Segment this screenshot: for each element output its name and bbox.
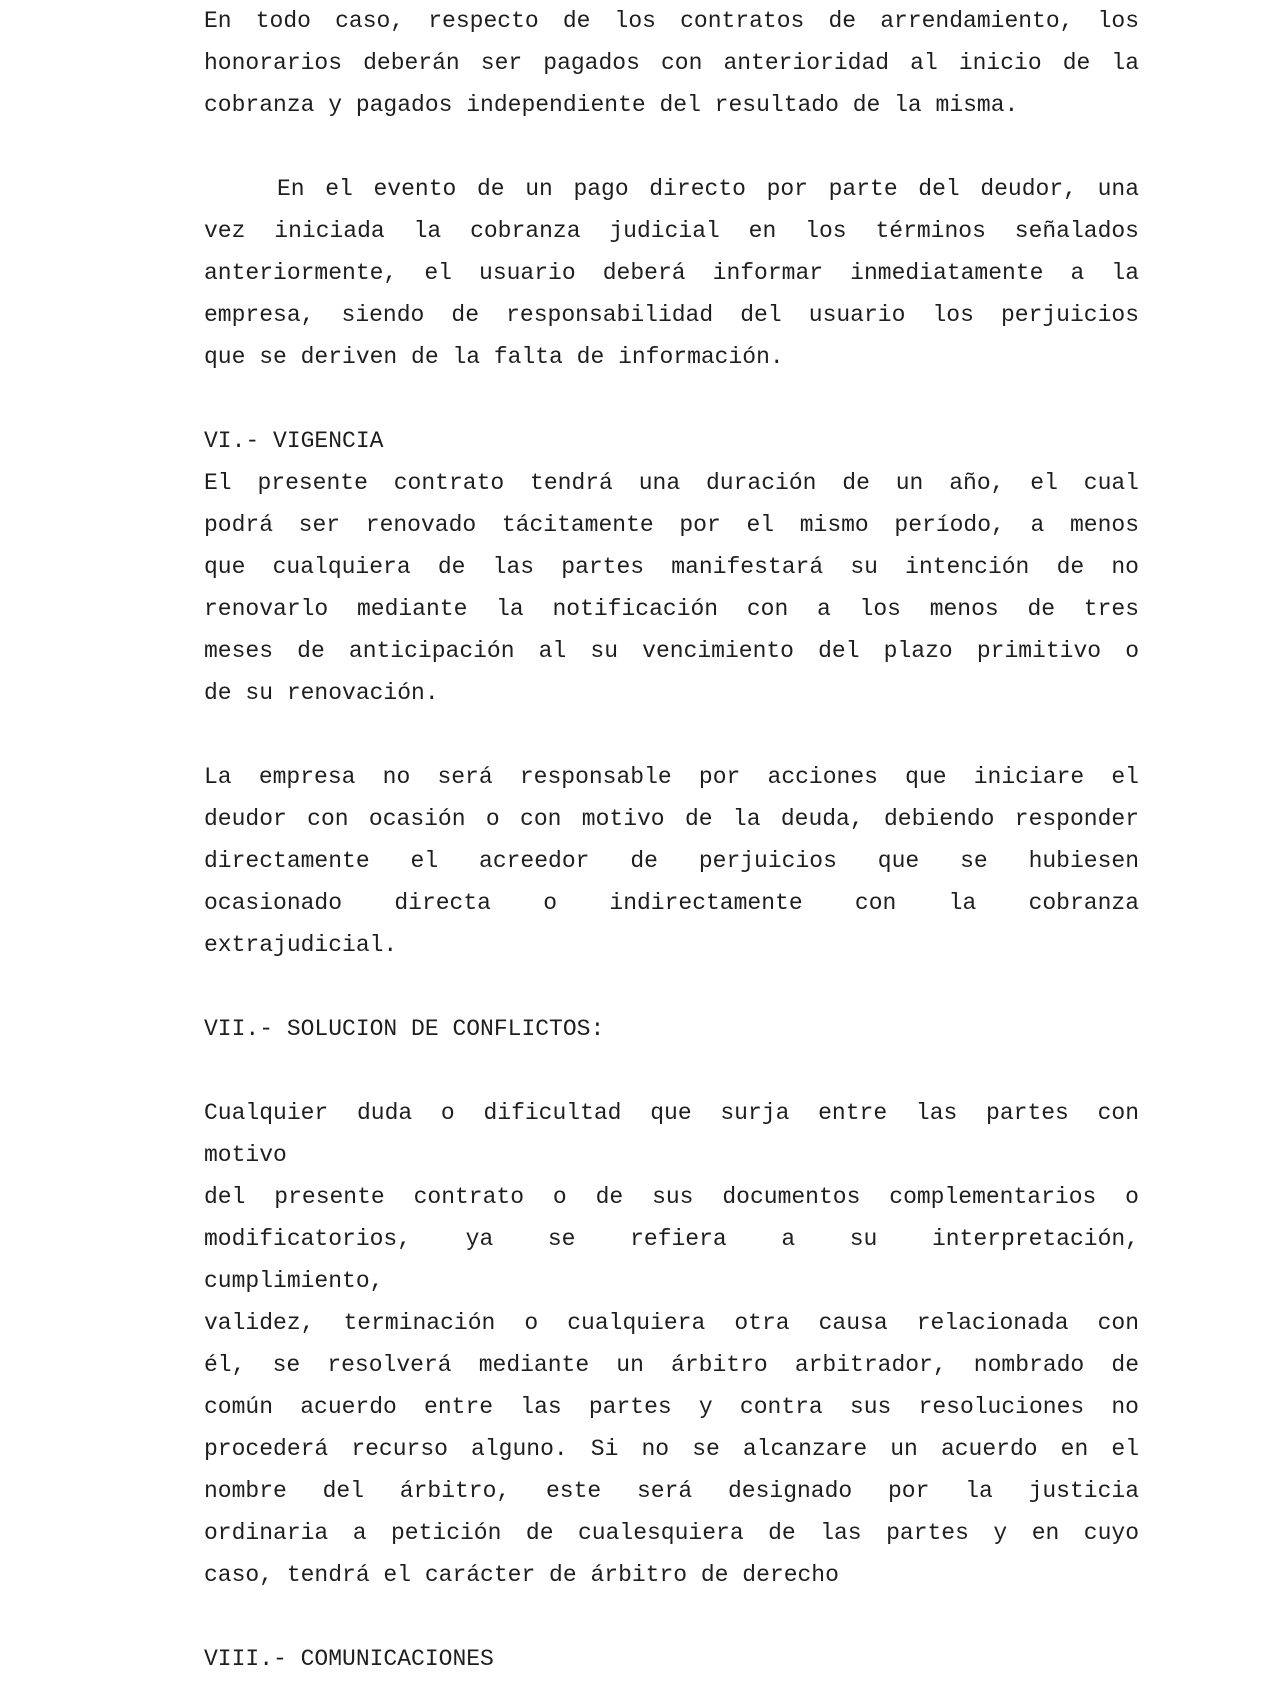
document-page bbox=[204, 0, 1139, 1680]
text-line: En el evento de un pago directo por parte del deudor, una bbox=[277, 176, 1139, 202]
blank-line bbox=[204, 714, 1139, 756]
section-heading: VI.- VIGENCIA bbox=[204, 428, 384, 454]
text-line: ordinaria a petición de cualesquiera de las partes y en cuyo bbox=[204, 1520, 1139, 1546]
text-line: caso, tendrá el carácter de árbitro de derecho bbox=[204, 1562, 839, 1588]
text-line: del presente contrato o de sus documentos complementarios o bbox=[204, 1184, 1139, 1210]
text-line: motivo bbox=[204, 1142, 287, 1168]
text-line: cobranza y pagados independiente del resultado de la misma. bbox=[204, 92, 1019, 118]
text-line: nombre del árbitro, este será designado por la justicia bbox=[204, 1478, 1139, 1504]
text-line: empresa, siendo de responsabilidad del usuario los perjuicios bbox=[204, 302, 1139, 328]
text-line: que se deriven de la falta de información. bbox=[204, 344, 784, 370]
section-heading: VIII.- COMUNICACIONES bbox=[204, 1646, 494, 1672]
paragraph-pago-directo bbox=[204, 168, 1139, 378]
text-line: de su renovación. bbox=[204, 680, 439, 706]
text-line: meses de anticipación al su vencimiento del plazo primitivo o bbox=[204, 638, 1139, 664]
text-line: El presente contrato tendrá una duración de un año, el cual bbox=[204, 470, 1139, 496]
text-line: honorarios deberán ser pagados con anterioridad al inicio de la bbox=[204, 50, 1139, 76]
section-vigencia bbox=[204, 420, 1139, 714]
section-heading: VII.- SOLUCION DE CONFLICTOS: bbox=[204, 1016, 605, 1042]
text-line: podrá ser renovado tácitamente por el mismo período, a menos bbox=[204, 512, 1139, 538]
blank-line bbox=[204, 126, 1139, 168]
text-line: él, se resolverá mediante un árbitro arbitrador, nombrado de bbox=[204, 1352, 1139, 1378]
text-line: extrajudicial. bbox=[204, 932, 398, 958]
text-line: vez iniciada la cobranza judicial en los términos señalados bbox=[204, 218, 1139, 244]
text-line: procederá recurso alguno. Si no se alcanzare un acuerdo en el bbox=[204, 1436, 1139, 1462]
text-line: En todo caso, respecto de los contratos de arrendamiento, los bbox=[204, 8, 1139, 34]
blank-line bbox=[204, 966, 1139, 1008]
paragraph-responsabilidad bbox=[204, 756, 1139, 966]
text-line: La empresa no será responsable por acciones que iniciare el bbox=[204, 764, 1139, 790]
text-line: ocasionado directa o indirectamente con la cobranza bbox=[204, 890, 1139, 916]
section-solucion-conflictos bbox=[204, 1008, 1139, 1596]
blank-line bbox=[204, 1050, 1139, 1092]
text-line: modificatorios, ya se refiera a su interpretación, bbox=[204, 1226, 1139, 1252]
section-comunicaciones bbox=[204, 1638, 1139, 1680]
blank-line bbox=[204, 378, 1139, 420]
text-line: renovarlo mediante la notificación con a los menos de tres bbox=[204, 596, 1139, 622]
text-line: Cualquier duda o dificultad que surja entre las partes con bbox=[204, 1100, 1139, 1126]
text-line: común acuerdo entre las partes y contra sus resoluciones no bbox=[204, 1394, 1139, 1420]
paragraph-honorarios bbox=[204, 0, 1139, 126]
text-line: anteriormente, el usuario deberá informar inmediatamente a la bbox=[204, 260, 1139, 286]
text-line: validez, terminación o cualquiera otra causa relacionada con bbox=[204, 1310, 1139, 1336]
blank-line bbox=[204, 1596, 1139, 1638]
text-line: que cualquiera de las partes manifestará su intención de no bbox=[204, 554, 1139, 580]
text-line: cumplimiento, bbox=[204, 1268, 384, 1294]
text-line: directamente el acreedor de perjuicios que se hubiesen bbox=[204, 848, 1139, 874]
text-line: deudor con ocasión o con motivo de la deuda, debiendo responder bbox=[204, 806, 1139, 832]
